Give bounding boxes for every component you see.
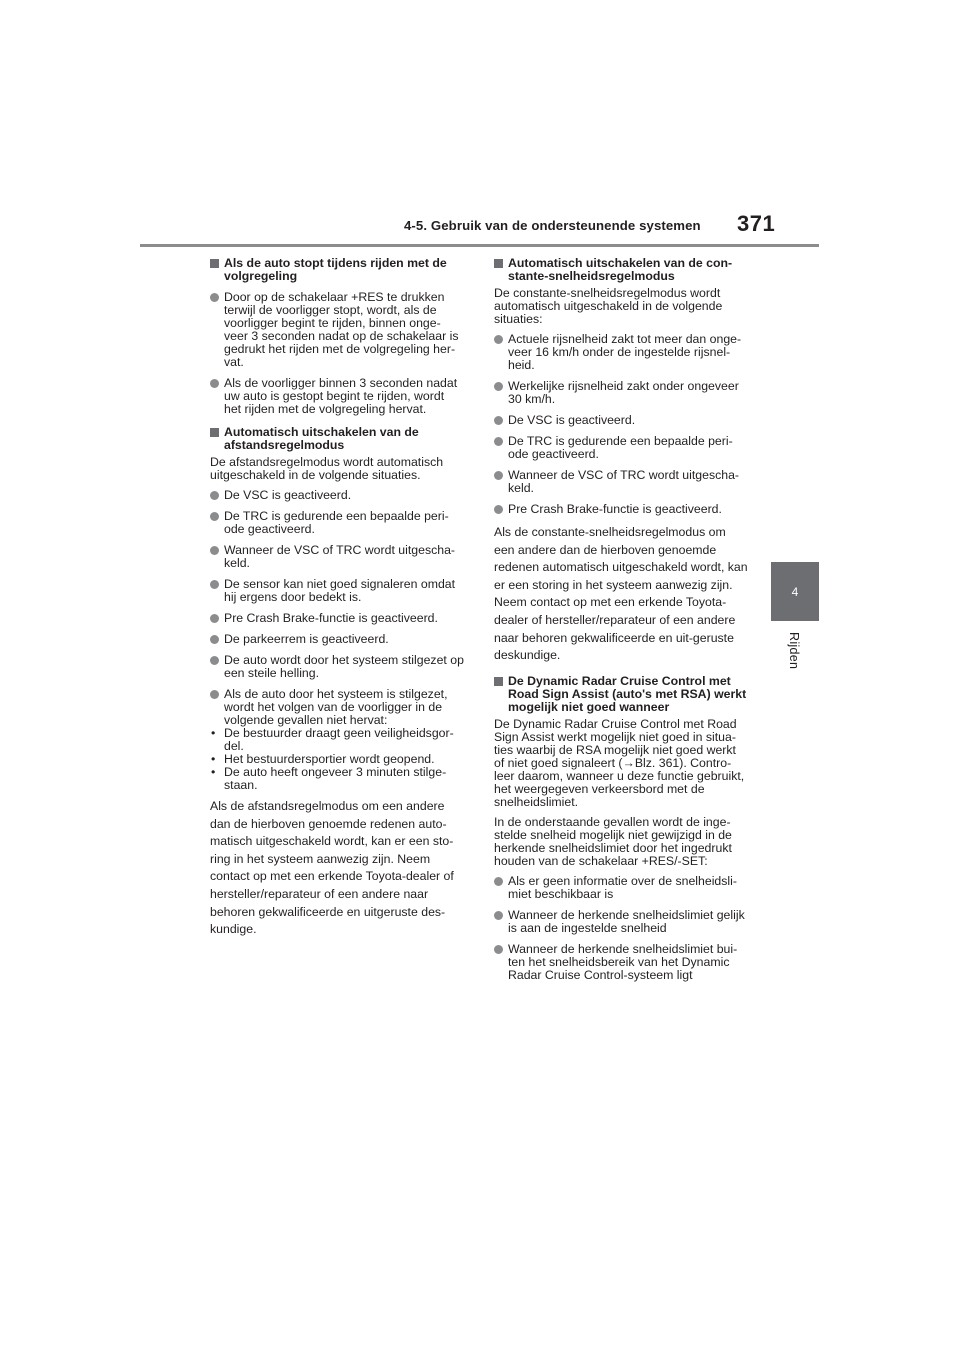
list-item [210,633,464,646]
round-bullet-icon [210,293,219,302]
list-item-text: Als de auto door het systeem is stilgezet, wordt het volgen van de voorligger in de volgende gevallen niet hervat: [224,687,448,727]
paragraph: De afstandsregelmodus wordt automatisch uitgeschakeld in de volgende situaties. [210,455,444,482]
list-item-text: Wanneer de herkende snelheidslimiet bui-ten het snelheidsbereik van het Dynamic Radar Cruise Control-systeem ligt [508,941,738,982]
list-item-text: De auto wordt door het systeem stilgezet op een steile helling. [224,653,464,680]
round-bullet-icon [210,656,219,665]
list-item [210,510,464,536]
list-item-text: De VSC is geactiveerd. [508,413,636,427]
round-bullet-icon [210,379,219,388]
section-heading [210,257,464,283]
round-bullet-icon [210,512,219,521]
round-bullet-icon [494,437,503,446]
sub-bullet-marker: • [211,726,216,740]
paragraph: Als de afstandsregelmodus om een andere dan de hierboven genoemde redenen auto-matisch uitgeschakeld wordt, kan er een sto-ring in het systeem aanwezig zijn. Neem contact op met een erkende Toyota-dealer of hersteller/reparateur of een andere naar behoren gekwalificeerde en uitgeruste des-kundige. [210,799,454,937]
list-item-text: Actuele rijsnelheid zakt tot meer dan onge-veer 16 km/h onder de ingestelde rijsnel-heid. [508,332,742,372]
chapter-number: 4 [791,584,799,599]
list-item [210,544,464,570]
round-bullet-icon [494,911,503,920]
list-item-text: De TRC is gedurende een bepaalde peri-ode geactiveerd. [508,434,733,461]
round-bullet-icon [494,945,503,954]
round-bullet-icon [210,580,219,589]
list-item-text: Pre Crash Brake-functie is geactiveerd. [508,502,722,516]
round-bullet-icon [494,335,503,344]
list-item-text: Werkelijke rijsnelheid zakt onder ongeveer 30 km/h. [508,379,739,406]
list-item-text: Wanneer de VSC of TRC wordt uitgescha-keld. [224,543,456,570]
sub-list-item-text: Het bestuurdersportier wordt geopend. [224,752,435,766]
list-item-text: Door op de schakelaar +RES te drukken terwijl de voorligger stopt, wordt, als de voorligger begint te rijden, binnen onge-veer 3 seconden nadat op de schakelaar is gedrukt het rijden met de volgregeling her-vat. [224,290,459,369]
page-number: 371 [737,211,776,236]
list-item-text: Pre Crash Brake-functie is geactiveerd. [224,611,438,625]
list-item [494,380,748,406]
paragraph: Als de constante-snelheidsregelmodus om een andere dan de hierboven genoemde redenen automatisch uitgeschakeld wordt, kan er een storing in het systeem aanwezig zijn. Neem contact op met een erkende Toyota-dealer of hersteller/reparateur of een andere naar behoren gekwalificeerde en uit-geruste deskundige. [494,525,748,663]
list-item-text: Als de voorligger binnen 3 seconden nadat uw auto is gestopt begint te rijden, wordt het rijden met de volgregeling hervat. [224,376,458,416]
round-bullet-icon [494,877,503,886]
list-item-text: De TRC is gedurende een bepaalde peri-ode geactiveerd. [224,509,449,536]
sub-bullet-marker: • [211,752,216,766]
list-item [494,503,748,516]
round-bullet-icon [494,505,503,514]
list-item [210,654,464,680]
paragraph: In de onderstaande gevallen wordt de inge-stelde snelheid mogelijk niet gewijzigd in de herkende snelheidslimiet door het ingedrukt houden van de schakelaar +RES/-SET: [494,814,732,868]
sub-list-item-text: De auto heeft ongeveer 3 minuten stilge-staan. [224,765,447,792]
sub-list-item-text: De bestuurder draagt geen veiligheidsgor-del. [224,726,454,753]
list-item [210,578,464,604]
round-bullet-icon [210,614,219,623]
list-item-text: De sensor kan niet goed signaleren omdat hij ergens door bedekt is. [224,577,456,604]
square-bullet-icon [210,259,219,268]
round-bullet-icon [210,491,219,500]
list-item [494,435,748,461]
section-heading [210,426,464,452]
list-item [494,875,748,901]
right-column [494,257,748,990]
heading-text: Automatisch uitschakelen van de afstandsregelmodus [224,425,419,452]
section-title: 4-5. Gebruik van de ondersteunende systemen [404,218,701,233]
round-bullet-icon [494,471,503,480]
left-column [210,257,464,949]
list-item-text: Als er geen informatie over de snelheidsli-miet beschikbaar is [508,873,737,901]
round-bullet-icon [210,690,219,699]
sub-list-item [210,766,464,792]
list-item-text: De VSC is geactiveerd. [224,488,352,502]
list-item-text: Wanneer de herkende snelheidslimiet gelijk is aan de ingestelde snelheid [508,907,745,935]
round-bullet-icon [494,382,503,391]
heading-text: Automatisch uitschakelen van de con-stante-snelheidsregelmodus [508,256,733,283]
square-bullet-icon [494,677,503,686]
list-item [210,377,464,416]
list-item [494,909,748,935]
heading-text: Als de auto stopt tijdens rijden met de volgregeling [224,256,447,283]
round-bullet-icon [210,546,219,555]
section-heading [494,257,748,283]
header-rule [140,244,819,247]
list-item-text: De parkeerrem is geactiveerd. [224,632,389,646]
list-item [210,688,464,792]
list-item [494,943,748,982]
list-item [494,414,748,427]
round-bullet-icon [210,635,219,644]
list-item-text: Wanneer de VSC of TRC wordt uitgescha-keld. [508,468,740,495]
list-item [494,469,748,495]
list-item [210,291,464,369]
paragraph: De Dynamic Radar Cruise Control met Road Sign Assist werkt mogelijk niet goed in situa-ties waarbij de RSA mogelijk niet goed werkt of niet goed signaleert (→Blz. 361). Contro-leer daarom, wanneer u deze functie gebruikt, het weergegeven verkeersbord met de snelheidslimiet. [494,716,745,809]
section-heading [494,675,748,714]
sub-bullet-marker: • [211,765,216,779]
square-bullet-icon [210,428,219,437]
paragraph: De constante-snelheidsregelmodus wordt automatisch uitgeschakeld in de volgende situaties: [494,286,723,326]
sub-list-item [210,727,464,753]
list-item [210,489,464,502]
heading-text: De Dynamic Radar Cruise Control met Road Sign Assist (auto's met RSA) werkt mogelijk niet goed wanneer [508,673,747,714]
square-bullet-icon [494,259,503,268]
list-item [494,333,748,372]
chapter-tab[interactable] [771,562,819,621]
round-bullet-icon [494,416,503,425]
chapter-name: Rijden [787,632,801,670]
list-item [210,612,464,625]
